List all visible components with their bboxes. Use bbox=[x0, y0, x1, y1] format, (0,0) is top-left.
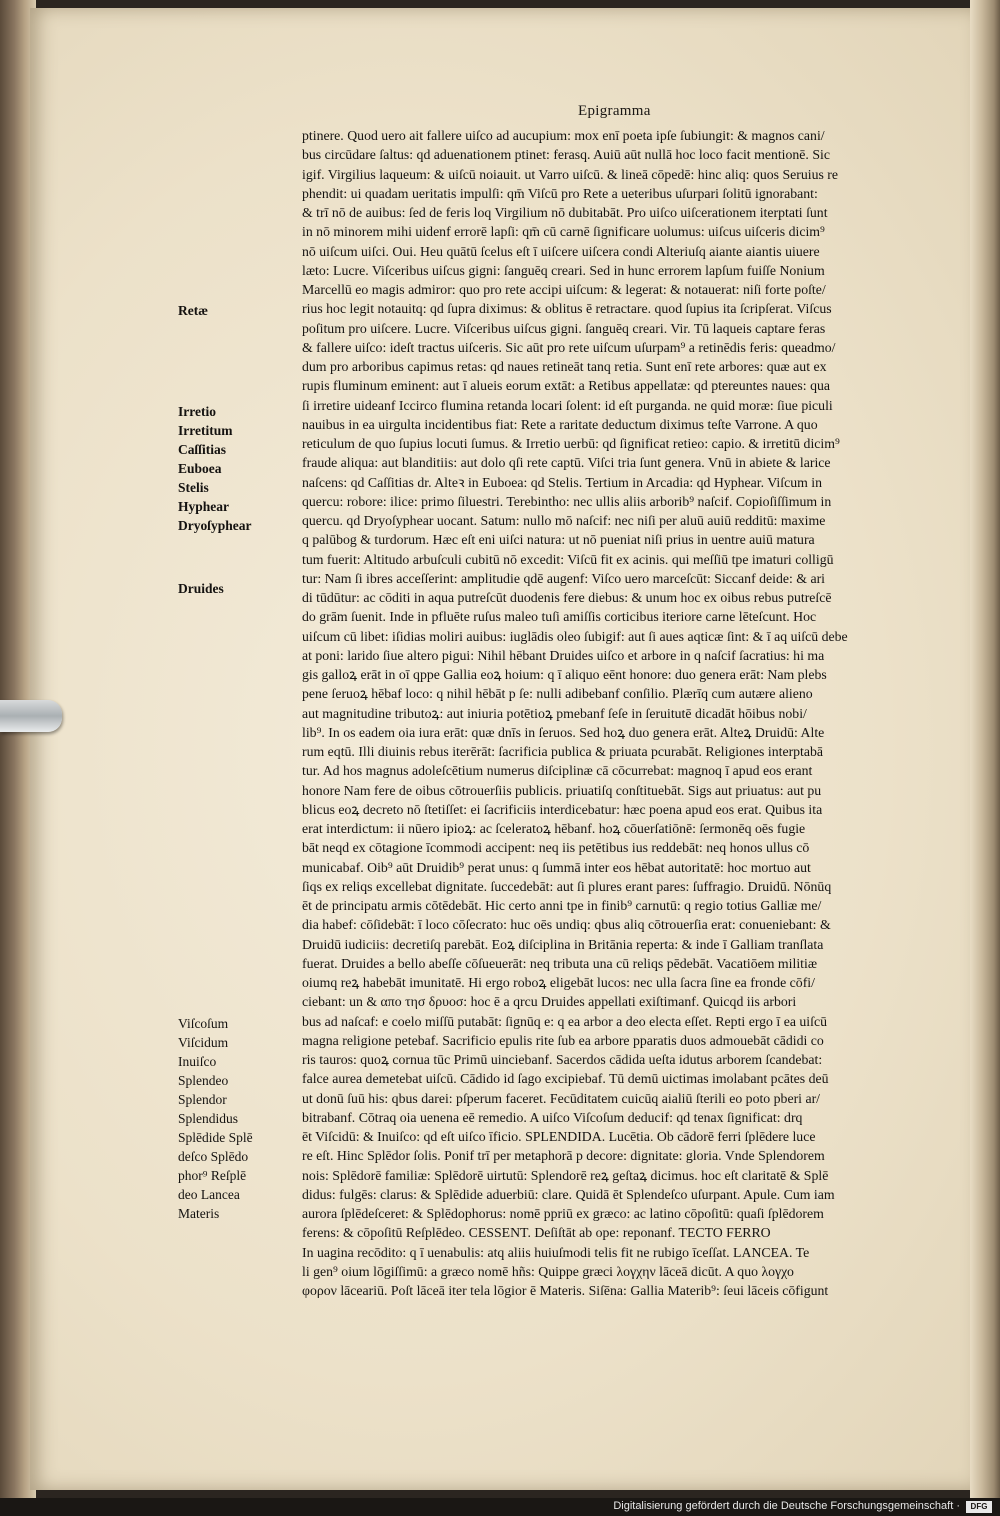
marginal-note: Splendeo bbox=[178, 1073, 229, 1088]
text-line: rum eqtū. Illi diuinis rebus iterērāt: ſacrificia publica & priuata pcurabāt. Religiones interptabā bbox=[302, 744, 824, 759]
text-line: magna religione petebaf. Sacrificio epulis rite ſub ea arbore pparatis duos admouebāt cādidi co bbox=[302, 1032, 824, 1048]
text-line: reticulum de quo ſupius locuti ſumus. & Irretio uerbū: qd ſignificat retieo: capio. & irretitū dicim⁹ bbox=[302, 436, 840, 451]
text-line: & trī nō de auibus: ſed de feris loq Virgilium nō dubitabāt. Pro uiſco uiſcerationem iterptati ſunt bbox=[302, 205, 828, 220]
text-line: erat interdictum: ii nūero ipioꝝ: ac ſceleratoꝝ hēbanf. hoꝝ cōuerſatiōnē: ſermonēq oēs fugie bbox=[302, 821, 806, 836]
marginal-note: Hyphear bbox=[178, 499, 230, 514]
footer-bar bbox=[0, 1498, 1000, 1516]
text-line: tur. Ad hos magnus adoleſcētium numerus diſciplinæ cā cōcurrebat: magnoq ī apud eos erant bbox=[302, 763, 813, 779]
text-line: aut magnitudine tributoꝝ: aut iniuria potētioꝝ pmebanf ſeſe in ſeruitutē dicadāt hōibus nobi/ bbox=[302, 705, 807, 721]
marginal-note: Inuiſco bbox=[178, 1054, 217, 1069]
text-line: honore Nam fere de oibus cōtrouerſiis publicis. priuatiſq conſtituebāt. Sigs aut priuatus: aut pu bbox=[302, 782, 822, 798]
marginal-note: Splendor bbox=[178, 1092, 227, 1107]
text-line: ut donū ſuū his: qbus darei: pſperum faceret. Fecūditatem cuicūq aialiū ſterili eo poto pberi ar/ bbox=[302, 1090, 820, 1106]
text-line: bāt neqd ex cōtagione īcommodi accipent: neq iis petētibus ius reddebāt: neq honos ullus cō bbox=[302, 840, 810, 856]
text-line: ēt Viſcidū: & Inuiſco: qd eſt uiſco īficio. SPLENDIDA. Lucētia. Ob cādorē ferri ſplēdere luce bbox=[302, 1129, 816, 1144]
marginal-note: Viſcidum bbox=[178, 1035, 229, 1050]
book-clamp bbox=[0, 700, 62, 732]
text-line: In uagina recōdito: q ī uenabulis: atq aliis huiuſmodi telis fit ne rubigo īceſſat. LANCEA. Te bbox=[302, 1244, 810, 1260]
text-line: phendit: ui quadam ueritatis impulſi: qm̄ Viſcū pro Rete a ueteribus uſurpari ſolitū ignorabant: bbox=[302, 185, 818, 201]
text-line: dum pro arboribus capimus retas: qd naues retineāt tanq retia. Sunt enī rete arbores: quæ aut ex bbox=[302, 359, 827, 374]
text-line: blicus eoꝝ decreto nō ſtetiſſet: ei ſacrificiis interdicebatur: hæc poena apud eos erat. Quibus ita bbox=[302, 801, 823, 817]
text-line: naſcens: qd Caſſitias dr. Alteꝛ in Euboea: qd Stelis. Tertium in Arcadia: qd Hyphear. Viſcum in bbox=[302, 474, 823, 490]
marginal-note: Splendidus bbox=[178, 1111, 239, 1126]
text-line: nois: Splēdorē familiæ: Splēdorē uirtutū: Splendorē reꝝ geſtaꝝ dicimus. hoc eſt claritatē & Splē bbox=[302, 1167, 829, 1183]
footer-credit: Digitalisierung gefördert durch die Deutsche Forschungsgemeinschaft · bbox=[613, 1500, 960, 1512]
text-line: φορον lāceariū. Poſt lāceā iter tela lōgior ē Materis. Siſēna: Gallia Materib⁹: ſeui lāceis cōfigunt bbox=[302, 1283, 829, 1298]
text-line: quercu. qd Dryoſyphear uocant. Satum: nullo mō naſcif: nec niſi per aluū auiū redditū: maxime bbox=[302, 513, 826, 528]
marginal-note: Dryoſyphear bbox=[178, 518, 252, 533]
text-line: ēt de principatu armis cōtēdebāt. Hic certo anni tpe in finib⁹ carnutū: q regio totius Galliæ me/ bbox=[302, 898, 822, 913]
text-line: di tūdūtur: ac cōditi in aqua putreſcūt duodenis fere diebus: & unum hoc ex oibus rebus putreſcē bbox=[302, 590, 832, 605]
text-line: dia habef: cōſidebāt: ī loco cōſecrato: huc oēs undiq: qbus aliq cōtrouerſia erat: conueniebant: & bbox=[302, 917, 831, 933]
marginal-note: Viſcoſum bbox=[178, 1016, 229, 1031]
text-line: Druidū iudiciis: decretiſq parebāt. Eoꝝ diſciplina in Britānia reperta: & inde ī Galliam tranſlata bbox=[302, 936, 824, 952]
marginal-note: Euboea bbox=[178, 461, 222, 476]
text-line: pene ſeruoꝝ hēbaf loco: q nihil hēbāt p ſe: nulli adibebanf conſilio. Plærīq cum autære alieno bbox=[302, 686, 813, 702]
marginal-note: Materis bbox=[178, 1206, 220, 1221]
running-header: Epigramma bbox=[578, 103, 651, 119]
text-line: aurora ſplēdeſceret: & Splēdophorus: nomē ppriū ex græco: ac latino cōpoſitū: quaſi ſplēdorem bbox=[302, 1206, 824, 1221]
text-line: ferens: & cōpoſitū Reſplēdeo. CESSENT. Deſiſtāt ab ope: reponanf. TECTO FERRO bbox=[302, 1225, 771, 1241]
text-line: falce aurea demetebat uiſcū. Cādido id ſago excipiebaf. Tū demū uictimas imolabant pcātes deū bbox=[302, 1071, 829, 1087]
text-line: nō uiſcum uiſci. Oui. Heu quātū ſcelus eſt ī uiſcere uiſcera condi Alteriuſq aiante aiantis uiuere bbox=[302, 243, 820, 259]
text-line: rius hoc legit notauitq: qd ſupra diximus: & oblitus ē retractare. quod ſupius ita ſcripſerat. Viſcus bbox=[302, 301, 832, 317]
marginal-note: Irretitum bbox=[178, 423, 233, 438]
text-line: fraude aliqua: aut blanditiis: aut dolo qſi rete captū. Viſci tria ſunt genera. Vnū in abiete & larice bbox=[302, 455, 831, 471]
text-line: ciebant: un & απο τησ δρυοσ: hoc ē a qrcu Druides appellati exiſtimanf. Quicqd iis arbori bbox=[302, 994, 797, 1010]
marginal-note: Retæ bbox=[178, 303, 208, 318]
marginal-note: deſco Splēdo bbox=[178, 1149, 249, 1164]
text-line: uiſcum cū libet: iſidias moliri auibus: iuglādis oleo ſubigif: aut ſi aues aqticæ ſint: & ī aq uiſcū debe bbox=[302, 628, 848, 644]
text-line: igif. Virgilius laqueum: & uiſcū noiauit. ut Varro uiſcū. & lineā cōpedē: hinc aliq: quos Seruius re bbox=[302, 166, 839, 182]
text-line: gis galloꝝ erāt in oī qppe Gallia eoꝝ hoium: q ī aliquo eēnt honore: duo genera erāt: Nam plebs bbox=[302, 667, 827, 682]
text-line: rupis fluminum eminent: aut ī alueis eorum extāt: a Retibus appellatæ: qd ptereuntes naues: qua bbox=[302, 378, 830, 394]
right-page-edges bbox=[970, 0, 1000, 1498]
text-line: poſitum pro uiſcere. Lucre. Viſceribus uiſcus gigni. ſanguēq creari. Vir. Tū laqueis captare feras bbox=[302, 320, 826, 336]
text-line: in nō minorem mihi uidenf errorē lapſi: qm̄ cū carnē ſignificare uolumus: uiſcus uiſceris dicim⁹ bbox=[302, 224, 825, 240]
text-line: tur: Nam ſi ibres acceſſerint: amplitudie qdē augenf: Viſco uero marceſcūt: Siccanf deide: & ari bbox=[302, 570, 826, 586]
text-line: bus circūdare ſaltus: qd aduenationem ptinet: ferasq. Auiū aūt nullā hoc loco facit mentionē. Sic bbox=[302, 147, 830, 163]
text-line: bus ad naſcaf: e coelo miſſū putabāt: ſignūq e: q ea arbor a deo electa eſſet. Repti ergo ī ea uiſcū bbox=[302, 1013, 827, 1029]
marginal-note: Caſſitias bbox=[178, 442, 227, 457]
text-line: tum fuerit: Altitudo arbuſculi cubitū nō excedit: Viſcū fit ex acinis. qui meſſiū tpe imaturi colligū bbox=[302, 551, 834, 567]
text-line: ptinere. Quod uero ait fallere uiſco ad aucupium: mox enī poeta ipſe ſubiungit: & magnos cani/ bbox=[302, 128, 825, 143]
main-text-block bbox=[302, 126, 934, 1300]
text-line: & fallere uiſco: ideſt tractus uiſceris. Sic aūt pro rete uiſcum uſurpam⁹ a retinēdis feris: queadmo/ bbox=[302, 339, 836, 355]
marginal-note: Irretio bbox=[178, 404, 216, 419]
text-line: ſi irretire uideanf Iccirco flumina retanda locari ſolent: id eſt purganda. ne quid moræ: ſiue piculi bbox=[302, 397, 833, 413]
text-line: do grām ſuenit. Inde in pfluēte ruſus maleo tuſi amiſſis corticibus iteriore carne lēteſcunt. Hoc bbox=[302, 609, 817, 625]
text-line: re eſt. Hinc Splēdor ſolis. Ponif trī per metaphorā p decore: dignitate: gloria. Vnde Splendorem bbox=[302, 1148, 825, 1164]
text-line: nauibus in ea uirgulta incidentibus fiat: Rete a raritate deductum diximus teſte Varrone. A quo bbox=[302, 416, 818, 432]
text-line: didus: fulgēs: clarus: & Splēdide aduerbiū: clare. Quidā ēt Splendeſco uſurpant. Apule. Cum iam bbox=[302, 1186, 835, 1202]
text-line: Marcellū eo magis admiror: quo pro rete accipi uiſcum: & legerat: & notauerat: niſi forte poſte/ bbox=[302, 282, 826, 297]
text-line: municabaf. Oib⁹ aūt Druidib⁹ perat unus: q ſummā inter eos hēbat autoritatē: hoc mortuo aut bbox=[302, 859, 811, 875]
marginal-note: Splēdide Splē bbox=[178, 1130, 253, 1145]
text-line: lib⁹. In os eadem oia iura erāt: quæ dnīs in ſeruos. Sed hoꝝ duo genera erāt. Alteꝝ Druidū: Alte bbox=[302, 724, 825, 740]
text-line: læto: Lucre. Viſceribus uiſcus gigni: ſanguēq creari. Sed in hunc errorem lapſum fuiſſe Nonium bbox=[302, 262, 825, 278]
text-line: ſiqs ex reliqs excellebat dignitate. ſuccedebāt: aut ſi plures erant pares: ſuffragio. Druidū. Nōnūq bbox=[302, 878, 832, 894]
text-line: at poni: larido ſiue altero pigui: Nihil hēbant Druides uiſco et arbore in q naſcif ſacratius: hi ma bbox=[302, 647, 825, 663]
text-line: bitrabanf. Cōtraq oia uenena eē remedio. A uiſco Viſcoſum deducif: qd tenax ſignificat: drq bbox=[302, 1109, 803, 1125]
text-line: oiumq reꝝ habebāt imunitatē. Hi ergo roboꝝ eligebāt lucos: nec ulla ſacra ſine ea fronde cōfi/ bbox=[302, 975, 815, 990]
marginal-note: Druides bbox=[178, 581, 224, 596]
text-line: q palūbog & turdorum. Hæc eſt eni uiſci natura: ut nō pueniat niſi prius in uentre auiū matura bbox=[302, 532, 815, 548]
text-line: quercu: robore: ilice: primo ſiluestri. Terebintho: nec ullis aliis arborib⁹ naſcif. Copioſiſſimum in bbox=[302, 493, 832, 509]
dfg-logo: DFG bbox=[966, 1501, 992, 1513]
text-line: ris tauros: quoꝝ cornua tūc Primū uinciebanf. Sacerdos cādida ueſta idutus arborem ſcandebat: bbox=[302, 1052, 823, 1067]
marginal-note: Stelis bbox=[178, 480, 209, 495]
text-line: fuerat. Druides a bello abeſſe cōſueuerāt: neq tributa una cū reliqs pēdebāt. Vacatiōem militiæ bbox=[302, 955, 818, 971]
marginal-note: deo Lancea bbox=[178, 1187, 240, 1202]
marginal-note: phor⁹ Reſplē bbox=[178, 1168, 247, 1183]
text-line: li gen⁹ oium lōgiſſimū: a græco nomē hñs: Quippe græci λογχην lāceā dicūt. A quo λογχο bbox=[302, 1263, 794, 1279]
